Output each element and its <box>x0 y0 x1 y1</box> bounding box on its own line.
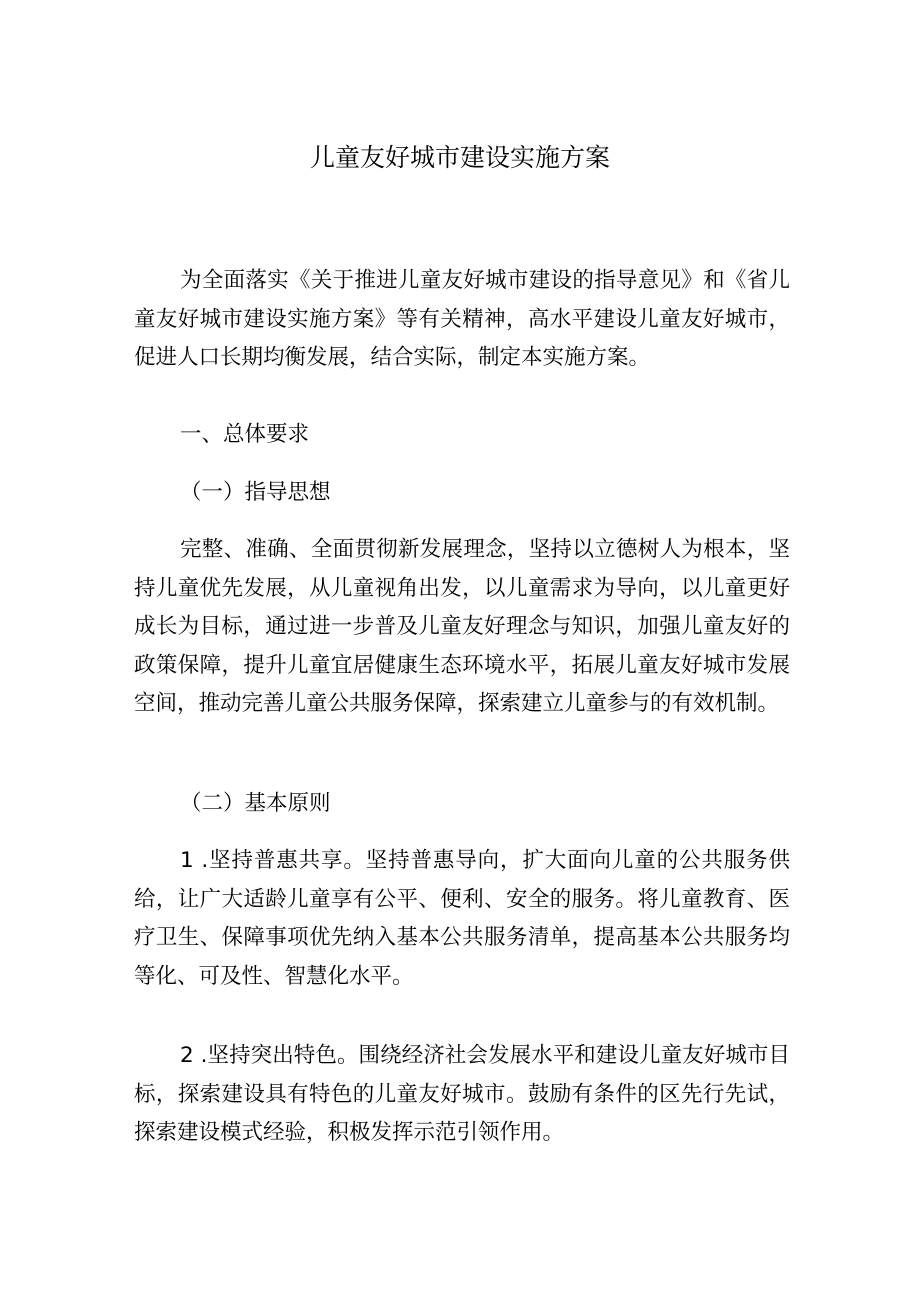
subsection-heading-guiding-ideology: （一）指导思想 <box>180 480 331 505</box>
subsection-heading-basic-principles: （二）基本原则 <box>180 791 331 816</box>
guiding-ideology-paragraph: 完整、准确、全面贯彻新发展理念，坚持以立德树人为根本，坚持儿童优先发展，从儿童视角出发，以儿童需求为导向，以儿童更好成长为目标，通过进一步普及儿童友好理念与知识，加强儿童友好的政策保障，提升儿童宜居健康生态环境水平，拓展儿童友好城市发展空间，推动完善儿童公共服务保障，探索建立儿童参与的有效机制。 <box>134 537 790 716</box>
section-heading-overall-requirements: 一、总体要求 <box>180 422 310 447</box>
document-title: 儿童友好城市建设实施方案 <box>309 143 610 172</box>
intro-paragraph: 为全面落实《关于推进儿童友好城市建设的指导意见》和《省儿童友好城市建设实施方案》等有关精神，高水平建设儿童友好城市，促进人口长期均衡发展，结合实际，制定本实施方案。 <box>134 268 790 370</box>
principle-2-paragraph: 2 .坚持突出特色。围绕经济社会发展水平和建设儿童友好城市目标，探索建设具有特色的儿童友好城市。鼓励有条件的区先行先试，探索建设模式经验，积极发挥示范引领作用。 <box>134 1043 790 1145</box>
principle-1-paragraph: 1 .坚持普惠共享。坚持普惠导向，扩大面向儿童的公共服务供给，让广大适龄儿童享有公平、便利、安全的服务。将儿童教育、医疗卫生、保障事项优先纳入基本公共服务清单，提高基本公共服务均等化、可及性、智慧化水平。 <box>134 848 790 989</box>
